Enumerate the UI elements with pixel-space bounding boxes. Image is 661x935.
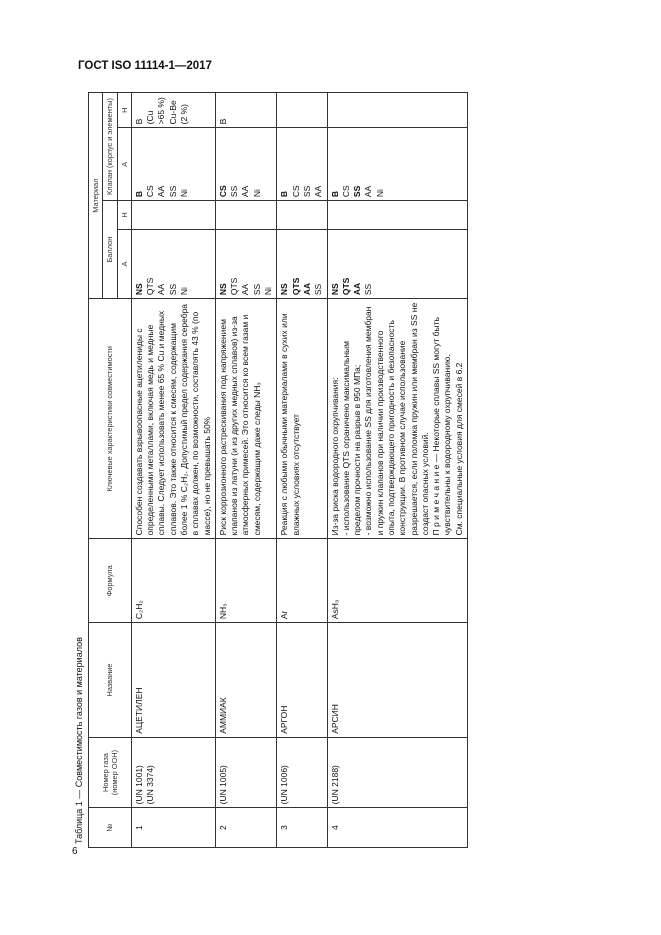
material-code: AA <box>301 282 312 296</box>
cell-valve-a <box>277 128 327 201</box>
table-row <box>327 93 468 848</box>
material-code: B <box>133 118 144 125</box>
cell-cyl-n <box>327 201 468 230</box>
material-code: SS <box>251 283 262 296</box>
material-code: NS <box>329 283 340 296</box>
col-header-valve-n: Н <box>117 93 131 128</box>
material-code: QTS <box>340 277 351 296</box>
cell-no: 1 <box>131 808 215 848</box>
cell-characteristics: Риск коррозионного растрескивания под напряжением клапанов из латуни (и из других медных сплавов) из-за атмосферных примесей. Это относится ко всем газам и смесям, содержащим даже следы NH₃ <box>215 299 276 539</box>
material-code: Ni <box>374 189 385 198</box>
material-code: QTS <box>145 277 156 296</box>
cell-formula: NH₃ <box>215 539 276 623</box>
table-caption: Таблица 1 — Совместимость газов и материалов <box>74 637 84 844</box>
material-code: SS <box>167 185 178 198</box>
compatibility-table <box>88 92 468 848</box>
col-header-gas-number: Номер газа (номер ООН) <box>89 737 132 808</box>
material-code: AA <box>156 283 167 296</box>
material-code: Ni <box>178 189 189 198</box>
cell-characteristics: Из-за риска водородного охрупчивания: - использование QTS ограничено максимальным пределом прочности на разрыв в 950 МПа; - возможно использование SS для изготовления мембран и пружин клапанов при наличии производственного опыта, подтверждающего пригодность и безопасность конструкции. В противном случае использование разрешается, если поломка пружин или мембран из SS не создаст опасных условий. П р и м е ч а н и е — Некоторые сплавы SS могут быть чувствительны к водородному охрупчиванию. См. специальные условия для смесей в 6.2 <box>327 299 468 539</box>
cell-valve-a <box>327 128 468 201</box>
material-code: CS <box>217 185 228 198</box>
col-header-formula: Формула <box>89 539 132 623</box>
cell-characteristics: Способен создавать взрывоопасные ацетилениды с определенными металлами, включая медь и медные сплавы. Следует использовать менее 65 % Cu и медных сплавов. Это также относится к смесям, содержащим более 1 % C₂H₂. Допустимый предел содержания серебра в сплавах должен, по возможности, составлять 43 % (по массе), но не превышать 50% <box>131 299 215 539</box>
rotated-table-canvas <box>70 88 590 848</box>
material-code: B <box>329 190 340 198</box>
material-code: AA <box>363 185 374 198</box>
material-code: AA <box>313 185 324 198</box>
cell-cyl-a <box>131 229 215 298</box>
cell-cyl-n <box>277 201 327 230</box>
cell-gas-number: (UN 2188) <box>327 737 468 808</box>
cell-valve-a <box>131 128 215 201</box>
col-header-cylinder-a: А <box>117 229 131 298</box>
material-code: B <box>217 118 228 125</box>
document-header: ГОСТ ISO 11114-1—2017 <box>78 60 212 72</box>
cell-valve-n <box>327 93 468 128</box>
material-code: NS <box>279 283 290 296</box>
cell-no: 3 <box>277 808 327 848</box>
col-header-material: Материал <box>89 93 103 299</box>
cell-no: 2 <box>215 808 276 848</box>
col-header-valve: Клапан (корпус и элементы) <box>103 93 117 201</box>
table-row <box>131 93 215 848</box>
cell-valve-a <box>215 128 276 201</box>
material-code: Ni <box>263 287 274 296</box>
material-code: Ni <box>178 287 189 296</box>
cell-gas-number: (UN 1005) <box>215 737 276 808</box>
material-code: SS <box>313 283 324 296</box>
material-code: NS <box>217 283 228 296</box>
cell-formula: AsH₃ <box>327 539 468 623</box>
cell-valve-n <box>215 93 276 128</box>
cell-cyl-n <box>131 201 215 230</box>
cell-name: АРСИН <box>327 623 468 738</box>
col-header-no: № <box>89 808 132 848</box>
cell-cyl-n <box>215 201 276 230</box>
cell-valve-n <box>277 93 327 128</box>
material-code: QTS <box>229 277 240 296</box>
col-header-valve-a: А <box>117 128 131 201</box>
page-number: 6 <box>72 846 78 857</box>
material-code: NS <box>133 283 144 296</box>
material-code: CS <box>145 185 156 198</box>
material-code: SS <box>229 185 240 198</box>
cell-name: АММИАК <box>215 623 276 738</box>
cell-formula: C₂H₂ <box>131 539 215 623</box>
cell-cyl-a <box>327 229 468 298</box>
material-code: QTS <box>290 277 301 296</box>
cell-cyl-a <box>215 229 276 298</box>
material-code: (2 %) <box>178 104 189 125</box>
col-header-cylinder: Баллон <box>103 201 117 299</box>
cell-name: АРГОН <box>277 623 327 738</box>
material-code: (Cu <box>145 110 156 125</box>
material-code: AA <box>156 185 167 198</box>
material-code: CS <box>340 185 351 198</box>
material-code: B <box>133 190 144 198</box>
col-header-cylinder-n: Н <box>117 201 131 230</box>
material-code: AA <box>352 282 363 296</box>
material-code: SS <box>167 283 178 296</box>
col-header-characteristics: Ключевые характеристики совместимости <box>89 299 132 539</box>
col-header-name: Название <box>89 623 132 738</box>
cell-name: АЦЕТИЛЕН <box>131 623 215 738</box>
material-code: Cu-Be <box>167 100 178 125</box>
cell-gas-number: (UN 1006) <box>277 737 327 808</box>
material-code: Ni <box>251 189 262 198</box>
material-code: SS <box>352 185 363 198</box>
cell-formula: Ar <box>277 539 327 623</box>
cell-cyl-a <box>277 229 327 298</box>
cell-gas-number: (UN 1001) (UN 3374) <box>131 737 215 808</box>
table-row <box>277 93 327 848</box>
material-code: SS <box>363 283 374 296</box>
material-code: AA <box>240 185 251 198</box>
material-code: CS <box>290 185 301 198</box>
table-body <box>131 93 467 848</box>
table-row <box>215 93 276 848</box>
material-code: >65 %) <box>156 97 167 125</box>
cell-no: 4 <box>327 808 468 848</box>
cell-valve-n <box>131 93 215 128</box>
material-code: AA <box>240 283 251 296</box>
cell-characteristics: Реакция с любыми обычными материалами в сухих или влажных условиях отсутствует <box>277 299 327 539</box>
material-code: B <box>279 190 290 198</box>
rotated-table-area <box>70 88 590 848</box>
material-code: SS <box>301 185 312 198</box>
